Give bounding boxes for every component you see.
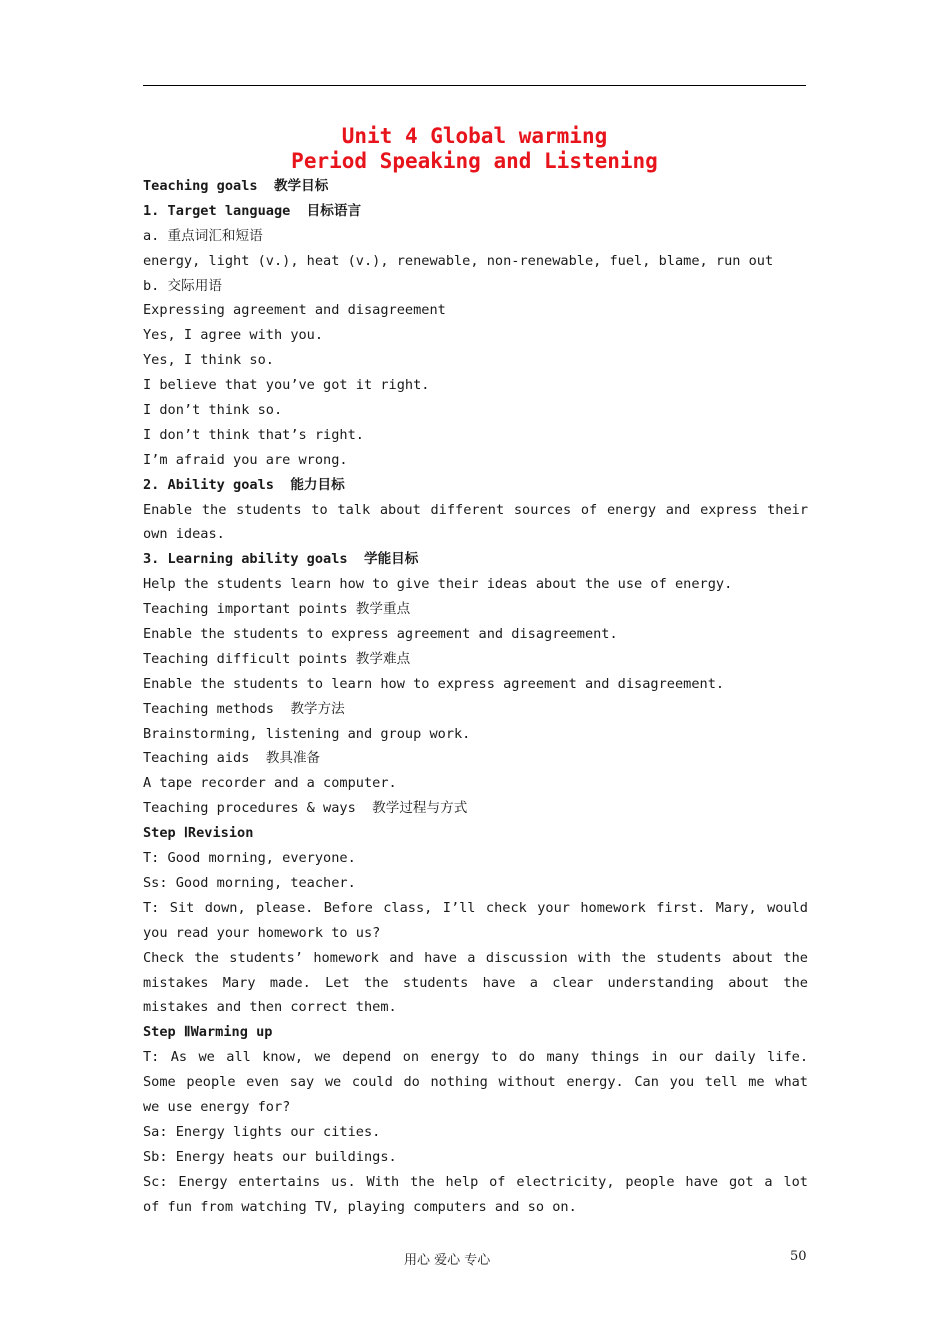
text-line: own ideas. xyxy=(143,526,225,543)
title-period: Period Speaking and Listening xyxy=(291,149,658,173)
text-line: Check the students’ homework and have a discussion with the students about the xyxy=(143,949,808,966)
text-line: Yes, I think so. xyxy=(143,352,274,369)
text-line: b. 交际用语 xyxy=(143,277,222,294)
text-line: Teaching methods 教学方法 xyxy=(143,700,345,717)
text-line: Ss: Good morning, teacher. xyxy=(143,874,356,891)
heading-ability-goals: 2. Ability goals 能力目标 xyxy=(143,476,345,493)
text-line: of fun from watching TV, playing computers and so on. xyxy=(143,1198,577,1215)
title-unit: Unit 4 Global warming xyxy=(341,124,608,148)
text-line: Brainstorming, listening and group work. xyxy=(143,725,471,742)
text-line: Teaching procedures & ways 教学过程与方式 xyxy=(143,800,468,817)
text-line: Expressing agreement and disagreement xyxy=(143,302,446,319)
text-line: Some people even say we could do nothing without energy. Can you tell me what xyxy=(143,1074,808,1091)
text-line: Teaching aids 教具准备 xyxy=(143,750,321,767)
text-line: Sb: Energy heats our buildings. xyxy=(143,1148,397,1165)
heading-target-language: 1. Target language 目标语言 xyxy=(143,202,362,219)
text-line: Teaching important points 教学重点 xyxy=(143,601,411,618)
header-rule xyxy=(143,85,806,86)
text-line: Yes, I agree with you. xyxy=(143,327,324,344)
text-line: I’m afraid you are wrong. xyxy=(143,451,348,468)
text-line: Sa: Energy lights our cities. xyxy=(143,1123,381,1140)
text-line: A tape recorder and a computer. xyxy=(143,775,397,792)
text-line: Enable the students to learn how to express agreement and disagreement. xyxy=(143,675,725,692)
text-line: Sc: Energy entertains us. With the help of electricity, people have got a lot xyxy=(143,1173,808,1190)
text-line: you read your homework to us? xyxy=(143,924,381,941)
document-body xyxy=(143,174,808,1219)
text-line: mistakes and then correct them. xyxy=(143,999,397,1016)
text-line: Help the students learn how to give their ideas about the use of energy. xyxy=(143,576,733,593)
text-line: T: Sit down, please. Before class, I’ll check your homework first. Mary, would xyxy=(143,899,808,916)
footer-motto: 用心 爱心 专心 xyxy=(404,1253,491,1268)
heading-step-warming-up: Step ⅡWarming up xyxy=(143,1024,273,1041)
text-line: T: As we all know, we depend on energy to do many things in our daily life. xyxy=(143,1049,808,1066)
text-line: mistakes Mary made. Let the students have a clear understanding about the xyxy=(143,974,808,991)
text-line: we use energy for? xyxy=(143,1098,291,1115)
text-line: I believe that you’ve got it right. xyxy=(143,377,430,394)
text-line: energy, light (v.), heat (v.), renewable, non-renewable, fuel, blame, run out xyxy=(143,252,774,269)
text-line: Enable the students to talk about different sources of energy and express their xyxy=(143,501,808,518)
text-line: I don’t think that’s right. xyxy=(143,426,364,443)
page-number: 50 xyxy=(790,1249,807,1264)
heading-learning-ability-goals: 3. Learning ability goals 学能目标 xyxy=(143,551,419,568)
heading-teaching-goals: Teaching goals 教学目标 xyxy=(143,178,329,194)
heading-step-revision: Step ⅠRevision xyxy=(143,825,254,842)
text-line: Enable the students to express agreement and disagreement. xyxy=(143,626,618,643)
text-line: I don’t think so. xyxy=(143,402,283,419)
text-line: T: Good morning, everyone. xyxy=(143,850,356,867)
text-line: a. 重点词汇和短语 xyxy=(143,227,263,244)
text-line: Teaching difficult points 教学难点 xyxy=(143,650,411,667)
